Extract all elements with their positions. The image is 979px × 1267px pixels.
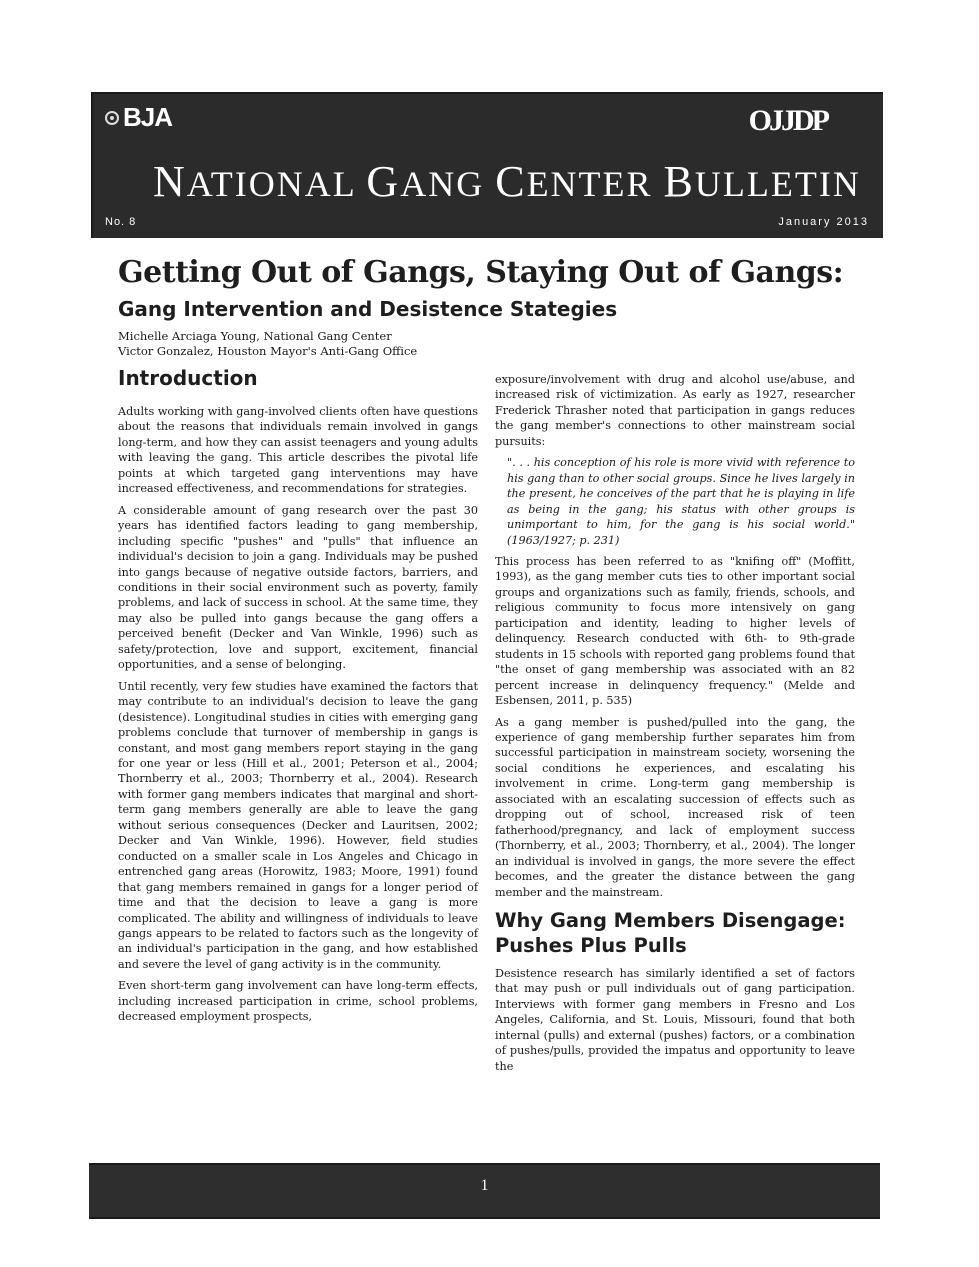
- body-paragraph: This process has been referred to as "knifing off" (Moffitt, 1993), as the gang member cuts ties to other important social groups and organizations such as family, friends, schools, and religious community to focus more intensively on gang participation and identity, leading to higher levels of delinquency. Research conducted with 6th- to 9th-grade students in 15 schools with reported gang problems found that "the onset of gang membership was associated with an 82 percent increase in delinquency frequency." (Melde and Esbensen, 2011, p. 535): [495, 554, 855, 708]
- author-line: Victor Gonzalez, Houston Mayor's Anti-Gang Office: [118, 344, 418, 358]
- section-heading-disengage: Why Gang Members Disengage: Pushes Plus Pulls: [495, 908, 846, 957]
- issue-number: No. 8: [105, 216, 137, 228]
- page-footer-bar: [89, 1163, 880, 1219]
- right-column: [495, 372, 855, 1080]
- body-paragraph: Desistence research has similarly identified a set of factors that may push or pull individuals out of gang participation. Interviews with former gang members in Fresno and Los Angeles, California, and St. Louis, Missouri, found that both internal (pulls) and external (pushes) factors, or a combination of pushes/pulls, provided the impatus and opportunity to leave the: [495, 966, 855, 1073]
- author-line: Michelle Arciaga Young, National Gang Center: [118, 329, 392, 343]
- body-paragraph: A considerable amount of gang research over the past 30 years has identified factors leading to gang membership, including specific "pushes" and "pulls" that influence an individual's decision to join a gang. Individuals may be pushed into gangs because of negative outside factors, barriers, and conditions in their social environment such as poverty, family problems, and lack of success in school. At the same time, they may also be pulled into gangs because the gang offers a perceived benefit (Decker and Van Winkle, 1996) such as safety/protection, love and support, excitement, financial opportunities, and a sense of belonging.: [118, 503, 478, 672]
- bulletin-masthead: [91, 92, 883, 238]
- bulletin-title-word: NATIONAL: [153, 157, 356, 206]
- bja-logo: [105, 102, 172, 133]
- doj-seal-icon: [105, 111, 119, 125]
- bulletin-title: [153, 156, 861, 207]
- body-paragraph: Even short-term gang involvement can have long-term effects, including increased participation in crime, school problems, decreased employment prospects,: [118, 979, 478, 1024]
- bulletin-title-word: CENTER: [495, 157, 653, 206]
- body-paragraph: Adults working with gang-involved clients often have questions about the reasons that individuals remain involved in gangs long-term, and how they can assist teenagers and young adults with leaving the gang. This article describes the pivotal life points at which targeted gang interventions may have increased effectiveness, and recommendations for strategies.: [118, 405, 478, 496]
- block-quote: ". . . his conception of his role is more vivid with reference to his gang than to other social groups. Since he lives largely in the present, he conceives of the part that he is playing in life as being in the gang; his status with other groups is unimportant to him, for the gang is his social world." (1963/1927; p. 231): [507, 456, 855, 547]
- body-paragraph: As a gang member is pushed/pulled into the gang, the experience of gang membership further separates him from successful participation in mainstream society, worsening the social conditions he experiences, and escalating his involvement in crime. Long-term gang membership is associated with an escalating succession of effects such as dropping out of school, increased risk of teen fatherhood/pregnancy, and lack of employment success (Thornberry, et al., 2003; Thornberry, et al., 2004). The longer an individual is involved in gangs, the more severe the effect becomes, and the greater the distance between the gang member and the mainstream.: [495, 715, 855, 899]
- author-list: [118, 329, 417, 359]
- section-heading-introduction: Introduction: [118, 366, 258, 390]
- bulletin-title-word: GANG: [366, 157, 485, 206]
- bulletin-title-word: BULLETIN: [663, 157, 861, 206]
- issue-date: January 2013: [778, 216, 869, 228]
- article-subtitle: Gang Intervention and Desistence Stategies: [118, 297, 618, 321]
- body-paragraph: exposure/involvement with drug and alcohol use/abuse, and increased risk of victimization. As early as 1927, researcher Frederick Thrasher noted that participation in gangs reduces the gang member's connections to other mainstream social pursuits:: [495, 373, 855, 448]
- article-title: Getting Out of Gangs, Staying Out of Gangs:: [118, 255, 844, 290]
- page-number: 1: [480, 1177, 489, 1194]
- ojjdp-logo: OJJDP: [748, 104, 827, 137]
- left-column: [118, 366, 478, 1031]
- bja-logo-text: BJA: [123, 102, 173, 132]
- body-paragraph: Until recently, very few studies have examined the factors that may contribute to an individual's decision to leave the gang (desistence). Longitudinal studies in cities with emerging gang problems conclude that turnover of membership in gangs is constant, and most gang members report staying in the gang for one year or less (Hill et al., 2001; Peterson et al., 2004; Thornberry et al., 2003; Thornberry et al., 2004). Research with former gang members indicates that marginal and short-term gang members generally are able to leave the gang without serious consequences (Decker and Lauritsen, 2002; Decker and Van Winkle, 1996). However, field studies conducted on a smaller scale in Los Angeles and Chicago in entrenched gang areas (Horowitz, 1983; Moore, 1991) found that gang members remained in gangs for a longer period of time and that the decision to leave a gang is more complicated. The ability and willingness of individuals to leave gangs appears to be related to factors such as the longevity of an individual's participation in the gang, and how established and severe the level of gang activity is in the community.: [118, 679, 478, 971]
